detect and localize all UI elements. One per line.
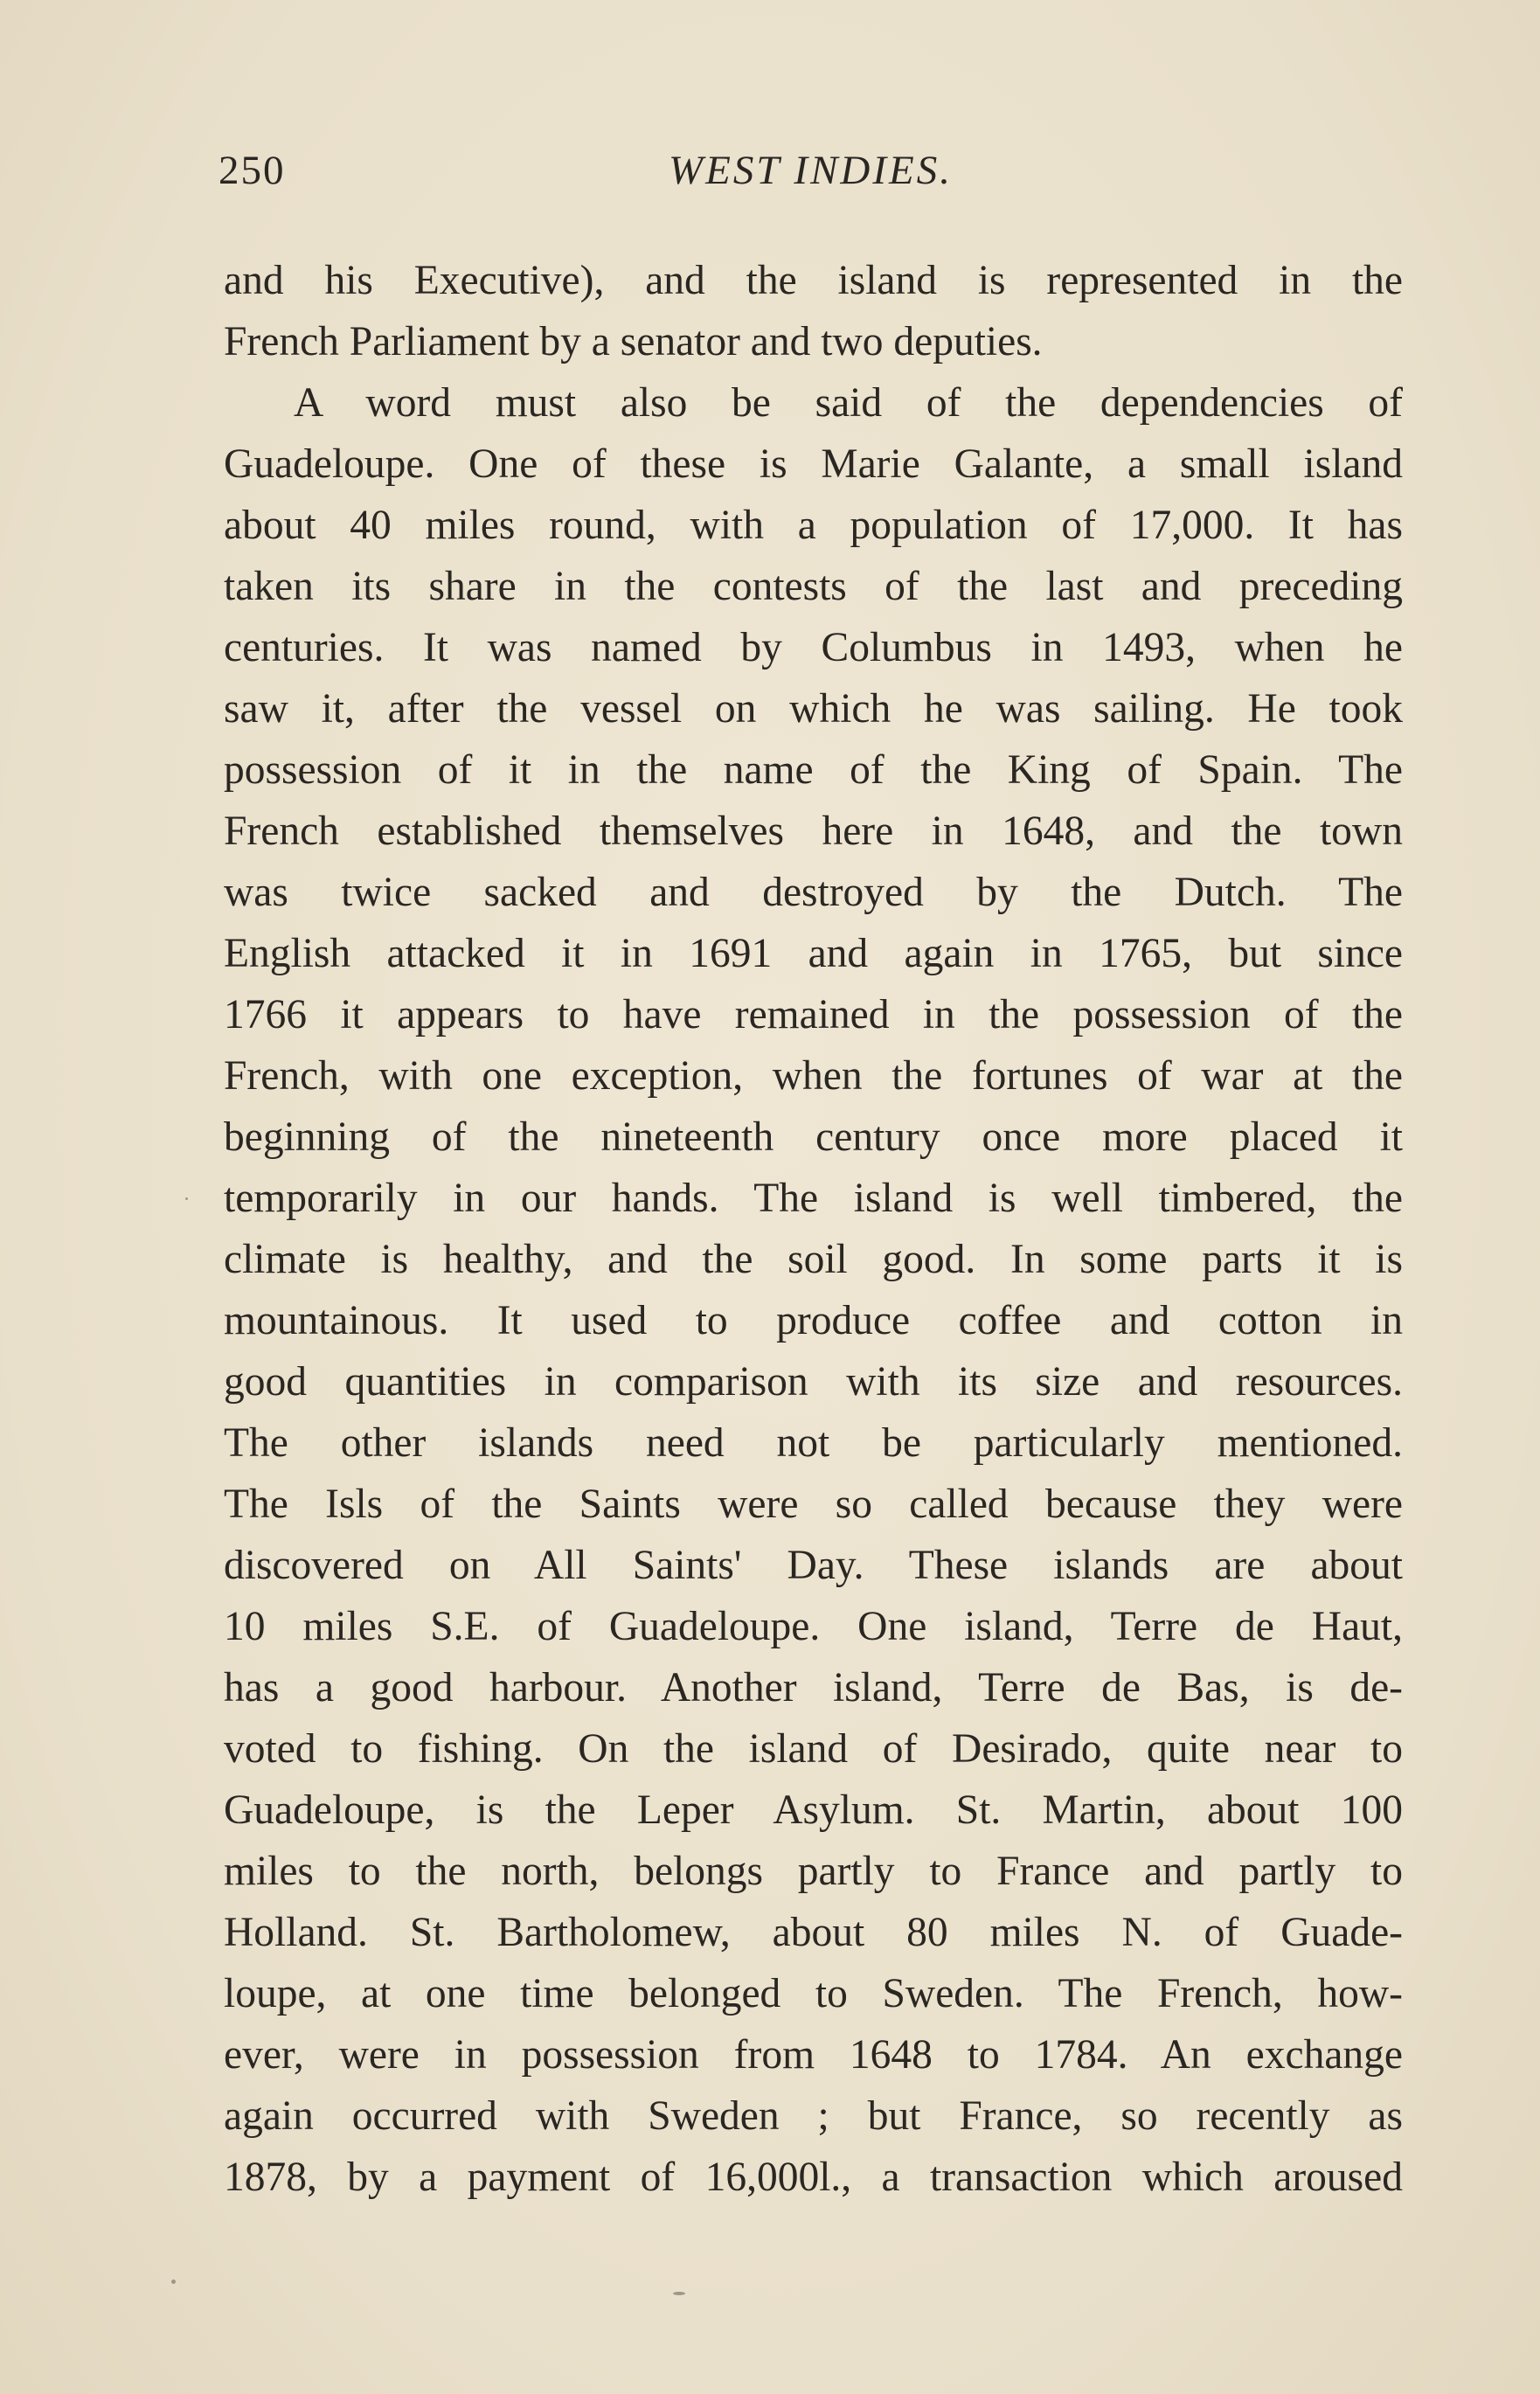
text-line: temporarily in our hands. The island is well timbered, the: [224, 1176, 1403, 1221]
text-line: Holland. St. Bartholomew, about 80 miles N. of Guade-: [224, 1910, 1403, 1955]
text-line: 1878, by a payment of 16,000l., a transaction which aroused: [224, 2155, 1403, 2200]
text-line: The Isls of the Saints were so called because they were: [224, 1482, 1403, 1527]
paper-speck: [185, 1197, 188, 1200]
text-line: about 40 miles round, with a population of 17,000. It has: [224, 503, 1403, 548]
running-head: [219, 147, 1403, 208]
text-line: centuries. It was named by Columbus in 1493, when he: [224, 625, 1403, 670]
text-line: miles to the north, belongs partly to France and partly to: [224, 1849, 1403, 1894]
text-line: French established themselves here in 1648, and the town: [224, 808, 1403, 854]
text-line: French, with one exception, when the fortunes of war at the: [224, 1053, 1403, 1099]
text-line: Guadeloupe, is the Leper Asylum. St. Martin, about 100: [224, 1787, 1403, 1833]
text-line: good quantities in comparison with its size and resources.: [224, 1359, 1403, 1405]
text-line: mountainous. It used to produce coffee and cotton in: [224, 1298, 1403, 1343]
text-line: has a good harbour. Another island, Terre de Bas, is de-: [224, 1665, 1403, 1710]
text-line: 1766 it appears to have remained in the possession of the: [224, 992, 1403, 1037]
text-line: possession of it in the name of the King of Spain. The: [224, 747, 1403, 793]
text-line: loupe, at one time belonged to Sweden. The French, how-: [224, 1971, 1403, 2016]
text-line: English attacked it in 1691 and again in 1765, but since: [224, 931, 1403, 976]
text-line: ever, were in possession from 1648 to 1784. An exchange: [224, 2032, 1403, 2078]
paper-speck: [171, 2280, 176, 2284]
body-text: [224, 250, 1403, 2208]
text-line: Guadeloupe. One of these is Marie Galante, a small island: [224, 441, 1403, 487]
text-line: saw it, after the vessel on which he was sailing. He took: [224, 686, 1403, 732]
text-line: again occurred with Sweden ; but France, so recently as: [224, 2093, 1403, 2139]
page-number: 250: [219, 148, 286, 193]
text-line: The other islands need not be particularly mentioned.: [224, 1420, 1403, 1466]
paper-speck: [673, 2292, 685, 2295]
text-line: taken its share in the contests of the last and preceding: [224, 564, 1403, 609]
running-title: WEST INDIES.: [669, 148, 953, 193]
text-line: climate is healthy, and the soil good. In some parts it is: [224, 1237, 1403, 1282]
text-line: A word must also be said of the dependencies of: [294, 380, 1403, 426]
text-line: voted to fishing. On the island of Desirado, quite near to: [224, 1726, 1403, 1772]
text-line: beginning of the nineteenth century once more placed it: [224, 1114, 1403, 1160]
text-line: discovered on All Saints' Day. These islands are about: [224, 1543, 1403, 1588]
text-line: French Parliament by a senator and two deputies.: [224, 319, 1043, 364]
text-line: and his Executive), and the island is represented in the: [224, 258, 1403, 303]
text-line: 10 miles S.E. of Guadeloupe. One island, Terre de Haut,: [224, 1604, 1403, 1649]
text-line: was twice sacked and destroyed by the Dutch. The: [224, 870, 1403, 915]
